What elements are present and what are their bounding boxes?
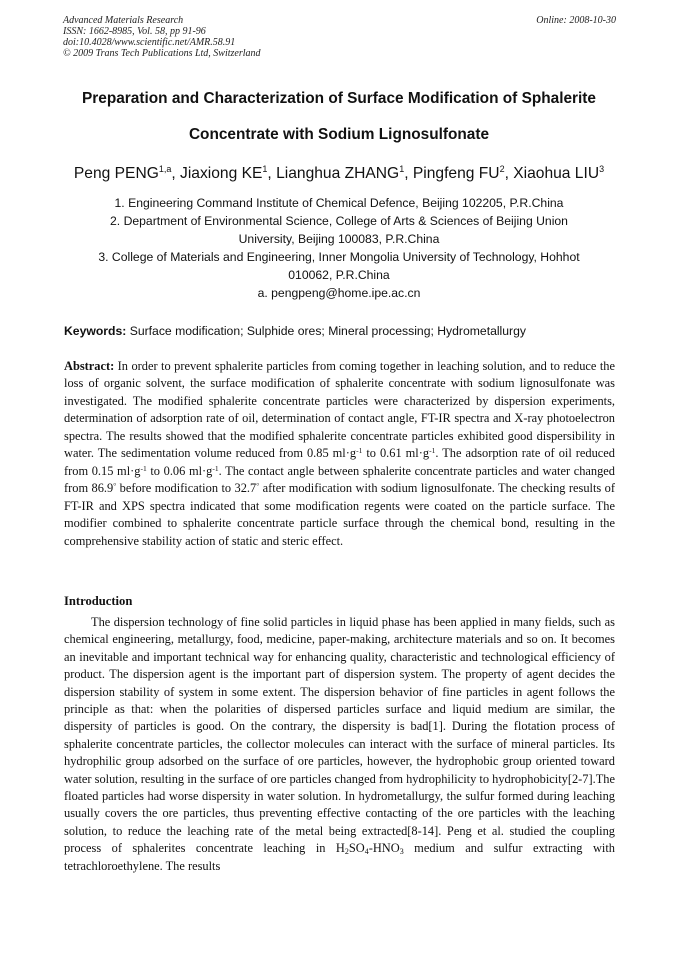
author-affil-mark: 1 bbox=[262, 164, 268, 174]
unit-exponent: -1 bbox=[140, 463, 147, 473]
keywords-text: Surface modification; Sulphide ores; Mineral processing; Hydrometallurgy bbox=[126, 324, 526, 338]
author-separator: , bbox=[404, 165, 413, 182]
abstract-paragraph bbox=[64, 358, 615, 550]
degree-sign: ° bbox=[256, 481, 260, 491]
paper-title-line-2: Concentrate with Sodium Lignosulfonate bbox=[188, 126, 490, 143]
author-affil-mark: 2 bbox=[499, 164, 505, 174]
affiliation-3-line-1: 3. College of Materials and Engineering, Inner Mongolia University of Technology, Hohhot bbox=[98, 250, 580, 264]
online-date: Online: 2008-10-30 bbox=[536, 15, 616, 26]
author-email[interactable]: a. pengpeng@home.ipe.ac.cn bbox=[257, 286, 421, 300]
unit-exponent: -1 bbox=[356, 446, 363, 456]
author-name: Xiaohua LIU bbox=[513, 165, 600, 182]
author-separator: , bbox=[171, 165, 181, 182]
introduction-paragraph bbox=[64, 614, 615, 875]
abstract-text: to 0.61 ml·g bbox=[362, 446, 430, 461]
unit-exponent: -1 bbox=[429, 446, 436, 456]
abstract-text: to 0.06 ml·g bbox=[146, 463, 213, 478]
abstract-text: . The adsorption rate of oil reduced from 0.15 ml·g bbox=[64, 446, 615, 478]
unit-exponent: -1 bbox=[212, 463, 219, 473]
abstract-label: Abstract: bbox=[64, 359, 115, 373]
chemical-subscript: 4 bbox=[364, 847, 369, 857]
journal-header bbox=[63, 15, 616, 59]
author-separator: , bbox=[267, 165, 277, 182]
intro-text: medium and sulfur extracting with tetrachloroethylene. The results bbox=[64, 841, 615, 873]
chemical-subscript: 3 bbox=[399, 847, 404, 857]
degree-sign: ° bbox=[113, 481, 117, 491]
abstract-text: after modification with sodium lignosulfonate. The checking results of FT-IR and XPS spectra indicated that some modification regents were coated on the particle surface. The modifier combined to sphalerite concentrate particle surface through the chemical bond, resulting in the comprehensive stability action of static and steric effect. bbox=[64, 481, 616, 548]
author-name: Lianghua ZHANG bbox=[276, 165, 400, 182]
author-affil-mark: 1,a bbox=[158, 164, 172, 174]
author-name: Pingfeng FU bbox=[412, 165, 500, 182]
introduction-heading: Introduction bbox=[64, 594, 133, 608]
copyright-line: © 2009 Trans Tech Publications Ltd, Switzerland bbox=[63, 48, 261, 59]
affiliations bbox=[40, 194, 638, 302]
intro-text: SO bbox=[348, 841, 365, 856]
author-affil-mark: 3 bbox=[599, 164, 605, 174]
author-list bbox=[40, 165, 638, 183]
journal-name: Advanced Materials Research bbox=[63, 15, 184, 26]
affiliation-2-line-2: University, Beijing 100083, P.R.China bbox=[238, 232, 440, 246]
author-name: Jiaxiong KE bbox=[180, 165, 263, 182]
abstract-text: . The contact angle between sphalerite concentrate particles and water changed from 86.9 bbox=[64, 463, 615, 496]
author-affil-mark: 1 bbox=[399, 164, 405, 174]
doi-line: doi:10.4028/www.scientific.net/AMR.58.91 bbox=[63, 37, 236, 48]
issn-line: ISSN: 1662-8985, Vol. 58, pp 91-96 bbox=[63, 26, 206, 37]
keywords-line bbox=[64, 323, 616, 339]
keywords-label: Keywords: bbox=[64, 324, 127, 338]
abstract-text: In order to prevent sphalerite particles from coming together in leaching solution, and to reduce the loss of organic solvent, the surface modification of sphalerite concentrate with sodium lignosulfonate was investigated. The modified sphalerite concentrate particles were characterized by dispersion experiments, determination of adsorption rate of oil, determination of contact angle, FT-IR spectra and X-ray photoelectron spectra. The results showed that the modified sphalerite concentrate particles exhibited good dispersibility in water. The sedimentation volume reduced from 0.85 ml·g bbox=[64, 359, 615, 461]
chemical-subscript: 2 bbox=[344, 847, 349, 857]
paper-title-line-1: Preparation and Characterization of Surface Modification of Sphalerite bbox=[82, 90, 596, 107]
affiliation-3-line-2: 010062, P.R.China bbox=[288, 268, 390, 282]
intro-text: The dispersion technology of fine solid particles in liquid phase has been applied in many fields, such as chemical engineering, metallurgy, food, medicine, paper-making, architecture materials and so on. It becomes an inevitable and important technical way for enhancing quality, characteristic and technological efficiency of product. The dispersion agent is the important part of dispersion system. The property of agent decides the dispersion stability of system in some extent. The dispersion behavior of fine particles in agent follows the principle as that: when the polarities of dispersed particles surface and liquid medium are similar, the dispersity of particles is good. On the contrary, the dispersity is bad[1]. During the flotation process of sphalerite concentrate particles, the collector molecules can interact with the surface of mineral particles. Its hydrophilic group adsorbed on the surface of ore particles, however, the hydrophobic group oriented toward water solution, resulting in the surface of ore particles changed from hydrophilicity to hydrophobicity[2-7].The floated particles had worse dispersity in water solution. In hydrometallurgy, the sulfur formed during leaching usually covers the ore particles, thus preventing effective contacting of the ore particles with the leaching solution, to reduce the leaching rate of the metal being extracted[8-14]. Peng et al. studied the coupling process of sphalerites concentrate leaching in H bbox=[64, 615, 615, 856]
intro-text: -HNO bbox=[368, 841, 400, 856]
abstract-text: before modification to 32.7 bbox=[116, 481, 257, 496]
author-separator: , bbox=[504, 165, 514, 182]
affiliation-2-line-1: 2. Department of Environmental Science, College of Arts & Sciences of Beijing Union bbox=[110, 214, 568, 228]
author-name: Peng PENG bbox=[73, 165, 159, 182]
affiliation-1: 1. Engineering Command Institute of Chemical Defence, Beijing 102205, P.R.China bbox=[114, 196, 564, 210]
